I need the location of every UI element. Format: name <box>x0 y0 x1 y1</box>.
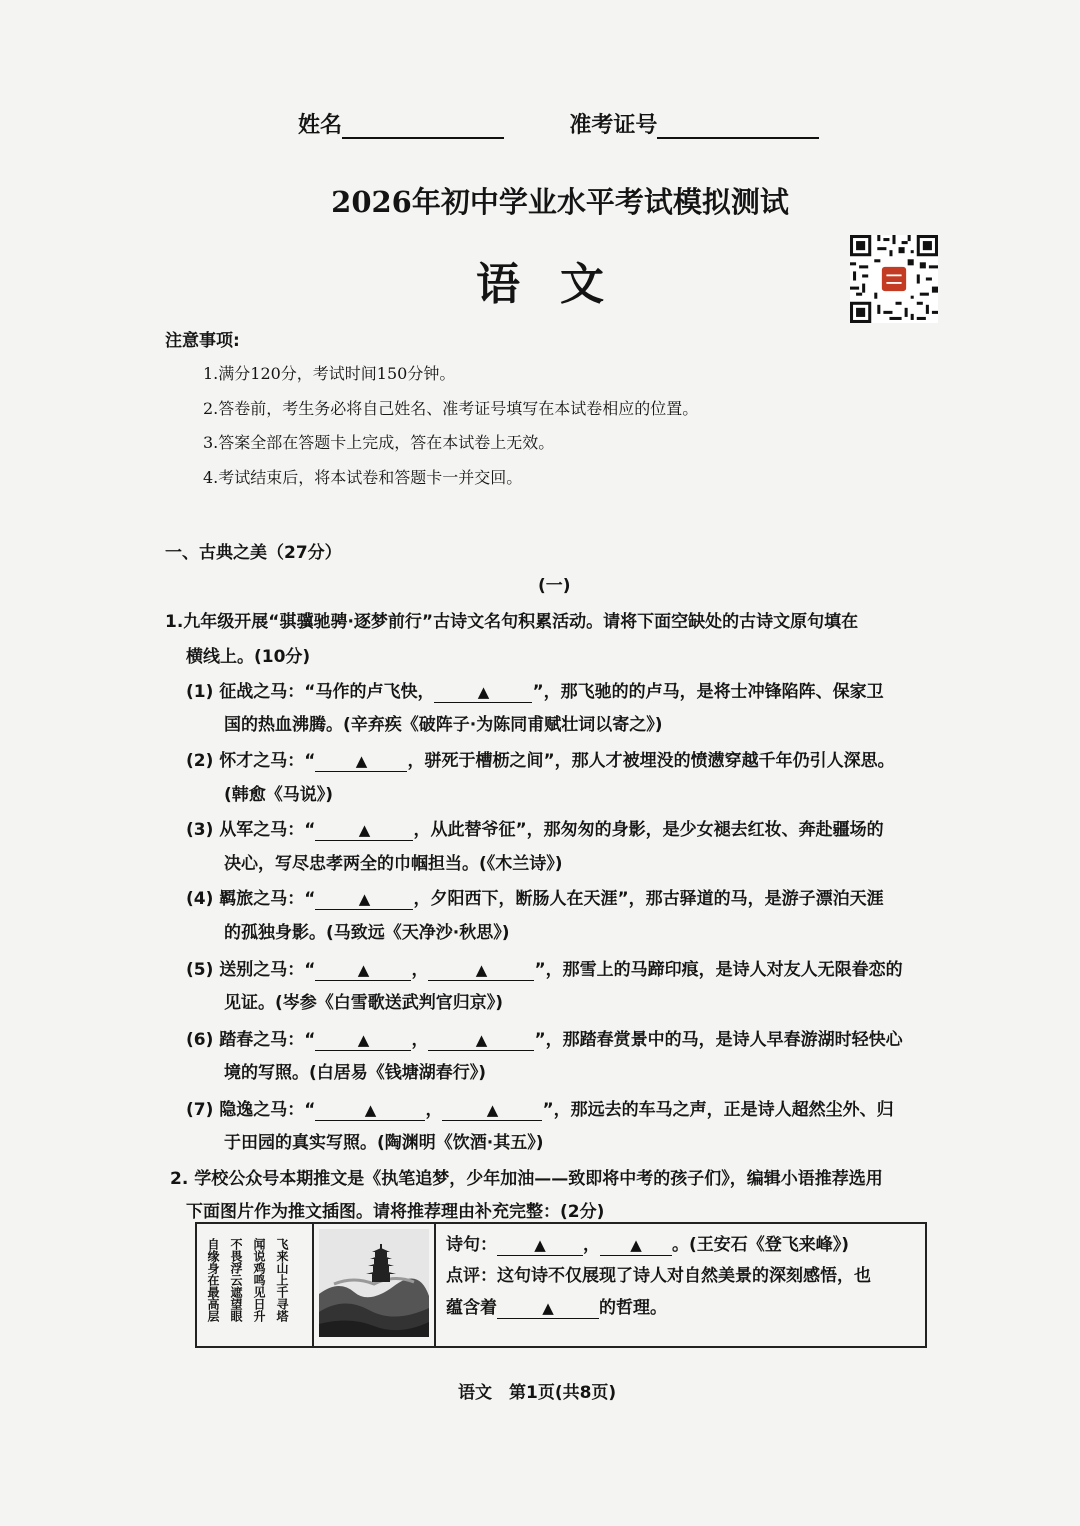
notice-item: 4.考试结束后，将本试卷和答题卡一并交回。 <box>203 468 523 487</box>
qr-code-icon <box>850 235 938 323</box>
exam-number-label: 准考证号 <box>569 113 658 138</box>
answer-blank <box>428 1030 534 1051</box>
q1-item-7-line2: 于田园的真实写照。(陶渊明《饮酒·其五》) <box>224 1133 544 1153</box>
blank-marker-icon: ▲ <box>542 1298 554 1317</box>
answer-blank <box>497 1298 599 1319</box>
q1-item-1: (1) 征战之马：“马作的卢飞快， ▲ ”，那飞驰的的卢马，是将士冲锋陷阵、保家卫 <box>186 682 884 702</box>
q1-item-6-line2: 境的写照。(白居易《钱塘湖春行》) <box>224 1063 487 1083</box>
notice-title: 注意事项: <box>165 331 240 351</box>
blank-marker-icon: ▲ <box>486 1101 499 1119</box>
name-label: 姓名 <box>298 113 343 138</box>
answer-blank <box>428 960 534 981</box>
blank-marker-icon: ▲ <box>475 1031 488 1049</box>
poem-illustration-table <box>195 1222 927 1348</box>
question-1-stem: 横线上。(10分) <box>186 647 311 667</box>
part-number: (一) <box>538 576 571 596</box>
blank-marker-icon: ▲ <box>475 961 488 979</box>
exam-title: 2026年初中学业水平考试模拟测试 <box>331 185 789 219</box>
question-2-stem: 下面图片作为推文插图。请将推荐理由补充完整：(2分) <box>186 1202 605 1222</box>
answer-blank <box>315 751 407 772</box>
poem-line: 诗句： ▲ ， ▲ 。(王安石《登飞来峰》) <box>446 1235 850 1255</box>
answer-blank <box>315 1100 425 1121</box>
subject-title: 语文 <box>476 259 644 310</box>
q1-item-2-line2: (韩愈《马说》) <box>224 785 334 805</box>
calligraphy-image <box>196 1223 313 1347</box>
svg-text:闻说鸡鸣见日升: 闻说鸡鸣见日升 <box>252 1238 266 1322</box>
blank-marker-icon: ▲ <box>534 1236 546 1254</box>
question-1-stem: 1.九年级开展“骐骥驰骋·逐梦前行”古诗文名句积累活动。请将下面空缺处的古诗文原句填在 <box>165 612 859 632</box>
svg-text:自缘身在最高层: 自缘身在最高层 <box>206 1238 220 1322</box>
q1-item-4-line2: 的孤独身影。(马致远《天净沙·秋思》) <box>224 923 510 943</box>
q1-item-5-line2: 见证。(岑参《白雪歌送武判官归京》) <box>224 993 504 1013</box>
exam-number-field <box>657 113 819 139</box>
blank-marker-icon: ▲ <box>358 890 371 908</box>
question-2-stem: 2. 学校公众号本期推文是《执笔追梦，少年加油——致即将中考的孩子们》，编辑小语推荐选用 <box>170 1169 883 1189</box>
q1-item-2: (2) 怀才之马：“ ▲ ，骈死于槽枥之间”，那人才被埋没的愤懑穿越千年仍引人深思。 <box>186 751 895 771</box>
q1-item-3-line2: 决心，写尽忠孝两全的巾帼担当。(《木兰诗》) <box>224 854 563 874</box>
blank-marker-icon: ▲ <box>630 1236 642 1254</box>
q1-item-4: (4) 羁旅之马：“ ▲ ，夕阳西下，断肠人在天涯”，那古驿道的马，是游子漂泊天涯 <box>186 889 884 909</box>
comment-line: 蕴含着 ▲ 的哲理。 <box>446 1297 667 1318</box>
blank-marker-icon: ▲ <box>364 1101 377 1119</box>
section-title: 一、古典之美（27分） <box>165 543 342 563</box>
pagoda-landscape-icon <box>314 1224 434 1342</box>
blank-marker-icon: ▲ <box>357 961 370 979</box>
answer-blank <box>315 820 413 841</box>
page-footer: 语文 第1页(共8页) <box>458 1383 617 1403</box>
calligraphy-text <box>206 1237 289 1323</box>
answer-blank <box>600 1235 672 1256</box>
blank-marker-icon: ▲ <box>357 1031 370 1049</box>
answer-blank <box>442 1100 542 1121</box>
svg-text:不畏浮云遮望眼: 不畏浮云遮望眼 <box>229 1238 243 1322</box>
svg-text:飞来山上千寻塔: 飞来山上千寻塔 <box>275 1238 289 1322</box>
answer-blank <box>315 1030 411 1051</box>
calligraphy-icon <box>197 1224 312 1342</box>
blank-marker-icon: ▲ <box>477 683 490 701</box>
q1-item-3: (3) 从军之马：“ ▲ ，从此替爷征”，那匆匆的身影，是少女褪去红妆、奔赴疆场的 <box>186 820 884 840</box>
notice-item: 2.答卷前，考生务必将自己姓名、准考证号填写在本试卷相应的位置。 <box>203 399 699 418</box>
q1-item-7: (7) 隐逸之马：“ ▲ ， ▲ ”，那远去的车马之声，正是诗人超然尘外、归 <box>186 1100 894 1120</box>
candidate-info-row <box>298 108 819 139</box>
poem-answer-cell <box>435 1223 926 1347</box>
answer-blank <box>315 960 411 981</box>
blank-marker-icon: ▲ <box>358 821 371 839</box>
q1-item-6: (6) 踏春之马：“ ▲ ， ▲ ”，那踏春赏景中的马，是诗人早春游湖时轻快心 <box>186 1030 903 1050</box>
name-field <box>342 113 504 139</box>
answer-blank <box>434 682 532 703</box>
notice-item: 1.满分120分，考试时间150分钟。 <box>203 364 456 383</box>
blank-marker-icon: ▲ <box>355 752 368 770</box>
q1-item-1-line2: 国的热血沸腾。(辛弃疾《破阵子·为陈同甫赋壮词以寄之》) <box>224 715 663 735</box>
answer-blank <box>497 1235 583 1256</box>
ink-painting-image <box>313 1223 435 1347</box>
comment-line: 点评：这句诗不仅展现了诗人对自然美景的深刻感悟，也 <box>446 1266 871 1287</box>
q1-item-5: (5) 送别之马：“ ▲ ， ▲ ”，那雪上的马蹄印痕，是诗人对友人无限眷恋的 <box>186 960 903 980</box>
notice-item: 3.答案全部在答题卡上完成，答在本试卷上无效。 <box>203 433 555 452</box>
answer-blank <box>315 889 413 910</box>
